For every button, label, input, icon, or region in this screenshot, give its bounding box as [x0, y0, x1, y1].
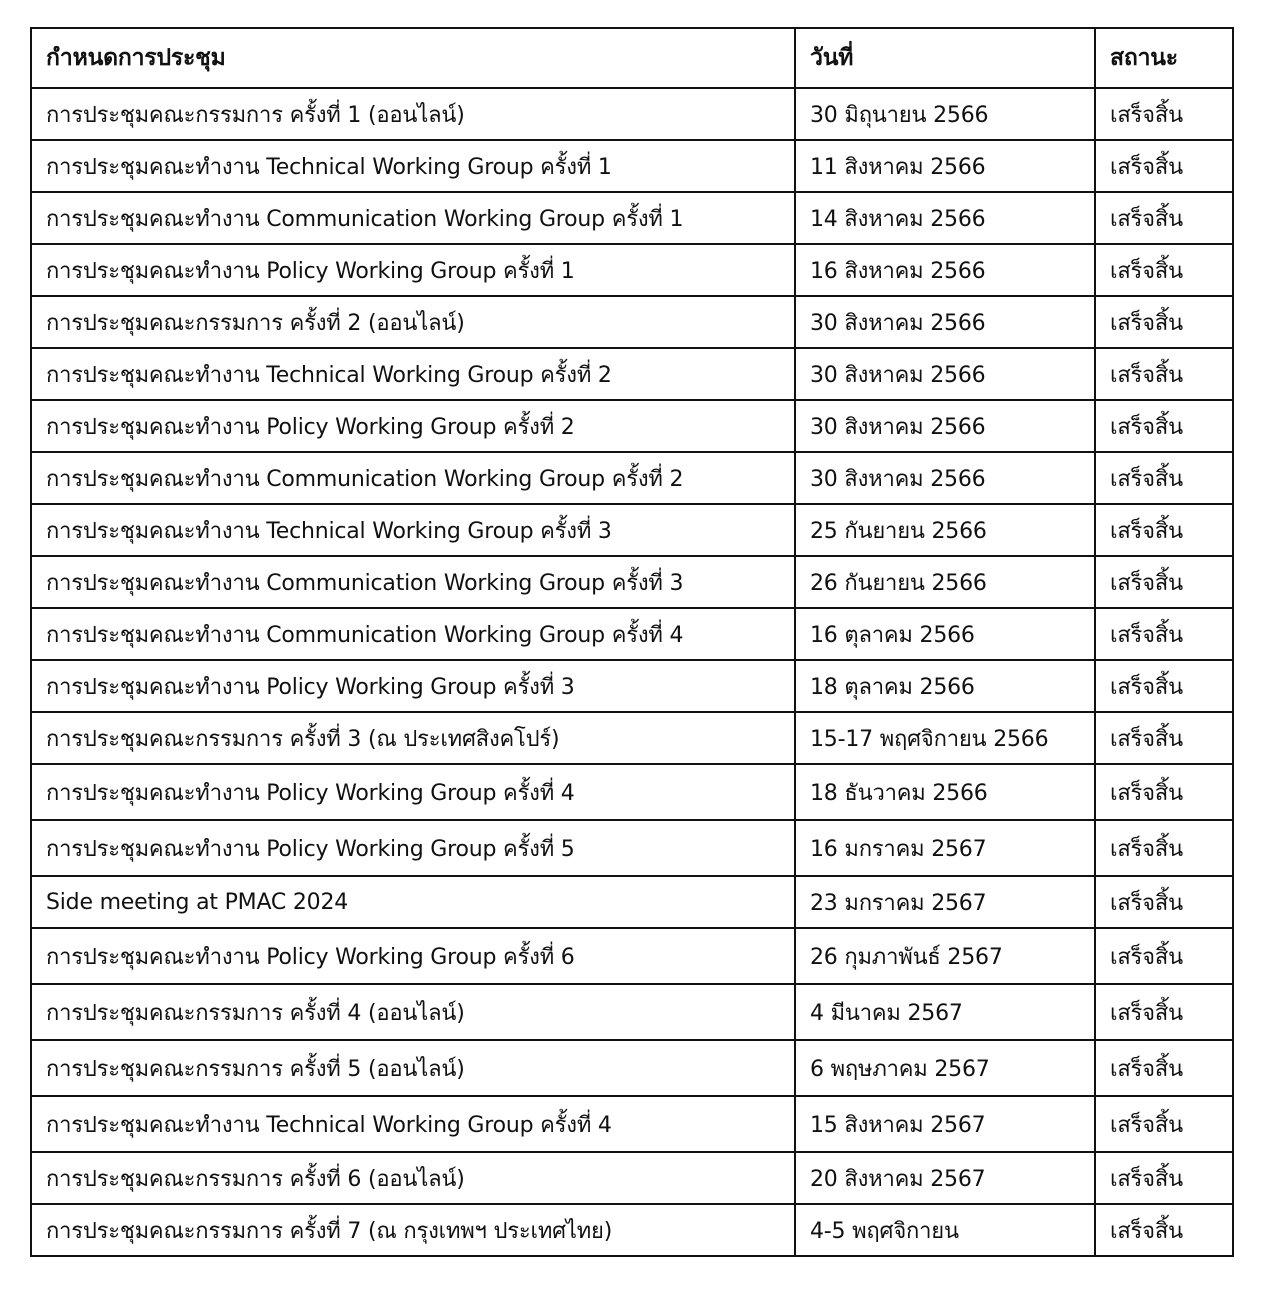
cell-meeting: การประชุมคณะกรรมการ ครั้งที่ 4 (ออนไลน์) [31, 984, 795, 1040]
header-date: วันที่ [795, 28, 1095, 88]
table-row [31, 1204, 1233, 1256]
table-row [31, 984, 1233, 1040]
cell-date: 16 สิงหาคม 2566 [795, 244, 1095, 296]
cell-date: 30 สิงหาคม 2566 [795, 348, 1095, 400]
cell-date: 15 สิงหาคม 2567 [795, 1096, 1095, 1152]
cell-date: 4-5 พฤศจิกายน [795, 1204, 1095, 1256]
cell-date: 25 กันยายน 2566 [795, 504, 1095, 556]
cell-status: เสร็จสิ้น [1095, 1040, 1233, 1096]
cell-status: เสร็จสิ้น [1095, 400, 1233, 452]
cell-date: 15-17 พฤศจิกายน 2566 [795, 712, 1095, 764]
cell-date: 30 สิงหาคม 2566 [795, 296, 1095, 348]
cell-meeting: การประชุมคณะทำงาน Policy Working Group ครั้งที่ 1 [31, 244, 795, 296]
header-meeting: กำหนดการประชุม [31, 28, 795, 88]
cell-status: เสร็จสิ้น [1095, 1204, 1233, 1256]
cell-status: เสร็จสิ้น [1095, 608, 1233, 660]
cell-date: 30 มิถุนายน 2566 [795, 88, 1095, 140]
table-row [31, 660, 1233, 712]
cell-status: เสร็จสิ้น [1095, 1096, 1233, 1152]
table-row [31, 452, 1233, 504]
cell-date: 4 มีนาคม 2567 [795, 984, 1095, 1040]
cell-meeting: การประชุมคณะทำงาน Policy Working Group ครั้งที่ 2 [31, 400, 795, 452]
cell-date: 11 สิงหาคม 2566 [795, 140, 1095, 192]
cell-meeting: การประชุมคณะกรรมการ ครั้งที่ 5 (ออนไลน์) [31, 1040, 795, 1096]
cell-date: 18 ตุลาคม 2566 [795, 660, 1095, 712]
cell-meeting: การประชุมคณะทำงาน Policy Working Group ครั้งที่ 6 [31, 928, 795, 984]
cell-meeting: การประชุมคณะกรรมการ ครั้งที่ 7 (ณ กรุงเทพฯ ประเทศไทย) [31, 1204, 795, 1256]
table-row [31, 928, 1233, 984]
cell-status: เสร็จสิ้น [1095, 296, 1233, 348]
cell-meeting: การประชุมคณะทำงาน Communication Working Group ครั้งที่ 4 [31, 608, 795, 660]
cell-meeting: การประชุมคณะกรรมการ ครั้งที่ 3 (ณ ประเทศสิงคโปร์) [31, 712, 795, 764]
cell-status: เสร็จสิ้น [1095, 504, 1233, 556]
table-row [31, 400, 1233, 452]
cell-date: 30 สิงหาคม 2566 [795, 400, 1095, 452]
cell-status: เสร็จสิ้น [1095, 452, 1233, 504]
table-row [31, 140, 1233, 192]
cell-date: 26 กันยายน 2566 [795, 556, 1095, 608]
table-row [31, 1096, 1233, 1152]
cell-status: เสร็จสิ้น [1095, 712, 1233, 764]
meeting-schedule-table [30, 27, 1234, 1257]
cell-meeting: การประชุมคณะกรรมการ ครั้งที่ 1 (ออนไลน์) [31, 88, 795, 140]
cell-status: เสร็จสิ้น [1095, 984, 1233, 1040]
cell-meeting: การประชุมคณะทำงาน Communication Working Group ครั้งที่ 2 [31, 452, 795, 504]
table-row [31, 504, 1233, 556]
table-row [31, 608, 1233, 660]
cell-meeting: การประชุมคณะทำงาน Communication Working Group ครั้งที่ 1 [31, 192, 795, 244]
cell-meeting: การประชุมคณะกรรมการ ครั้งที่ 2 (ออนไลน์) [31, 296, 795, 348]
cell-date: 16 ตุลาคม 2566 [795, 608, 1095, 660]
cell-status: เสร็จสิ้น [1095, 192, 1233, 244]
table-row [31, 296, 1233, 348]
cell-status: เสร็จสิ้น [1095, 764, 1233, 820]
cell-date: 30 สิงหาคม 2566 [795, 452, 1095, 504]
table-row [31, 1040, 1233, 1096]
cell-status: เสร็จสิ้น [1095, 876, 1233, 928]
cell-date: 18 ธันวาคม 2566 [795, 764, 1095, 820]
cell-date: 16 มกราคม 2567 [795, 820, 1095, 876]
cell-status: เสร็จสิ้น [1095, 244, 1233, 296]
cell-meeting: การประชุมคณะทำงาน Policy Working Group ครั้งที่ 5 [31, 820, 795, 876]
cell-meeting: การประชุมคณะทำงาน Communication Working Group ครั้งที่ 3 [31, 556, 795, 608]
cell-meeting: Side meeting at PMAC 2024 [31, 876, 795, 928]
cell-status: เสร็จสิ้น [1095, 660, 1233, 712]
cell-status: เสร็จสิ้น [1095, 1152, 1233, 1204]
cell-meeting: การประชุมคณะทำงาน Technical Working Group ครั้งที่ 4 [31, 1096, 795, 1152]
table-row [31, 244, 1233, 296]
table-row [31, 1152, 1233, 1204]
cell-status: เสร็จสิ้น [1095, 348, 1233, 400]
cell-status: เสร็จสิ้น [1095, 88, 1233, 140]
cell-status: เสร็จสิ้น [1095, 820, 1233, 876]
table-row [31, 88, 1233, 140]
table-header-row [31, 28, 1233, 88]
table-row [31, 820, 1233, 876]
cell-date: 6 พฤษภาคม 2567 [795, 1040, 1095, 1096]
table-row [31, 764, 1233, 820]
cell-meeting: การประชุมคณะทำงาน Technical Working Group ครั้งที่ 2 [31, 348, 795, 400]
table-row [31, 192, 1233, 244]
cell-date: 23 มกราคม 2567 [795, 876, 1095, 928]
cell-meeting: การประชุมคณะกรรมการ ครั้งที่ 6 (ออนไลน์) [31, 1152, 795, 1204]
cell-date: 20 สิงหาคม 2567 [795, 1152, 1095, 1204]
table-row [31, 876, 1233, 928]
cell-status: เสร็จสิ้น [1095, 556, 1233, 608]
cell-status: เสร็จสิ้น [1095, 928, 1233, 984]
table-row [31, 556, 1233, 608]
cell-meeting: การประชุมคณะทำงาน Policy Working Group ครั้งที่ 4 [31, 764, 795, 820]
table-row [31, 348, 1233, 400]
cell-date: 26 กุมภาพันธ์ 2567 [795, 928, 1095, 984]
header-status: สถานะ [1095, 28, 1233, 88]
cell-date: 14 สิงหาคม 2566 [795, 192, 1095, 244]
table-body [31, 88, 1233, 1256]
cell-meeting: การประชุมคณะทำงาน Technical Working Group ครั้งที่ 1 [31, 140, 795, 192]
cell-status: เสร็จสิ้น [1095, 140, 1233, 192]
cell-meeting: การประชุมคณะทำงาน Policy Working Group ครั้งที่ 3 [31, 660, 795, 712]
table-row [31, 712, 1233, 764]
cell-meeting: การประชุมคณะทำงาน Technical Working Group ครั้งที่ 3 [31, 504, 795, 556]
